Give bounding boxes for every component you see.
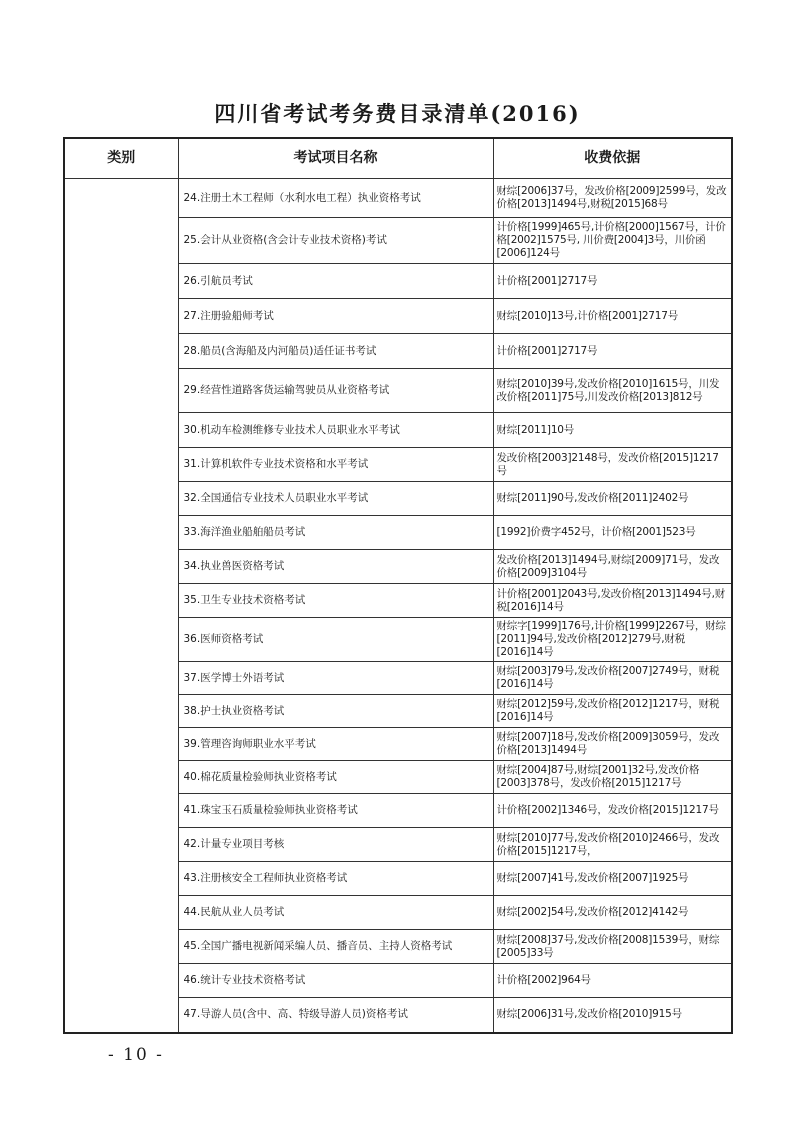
exam-name-cell: 28.船员(含海船及内河船员)适任证书考试 xyxy=(178,334,493,369)
fee-basis-cell: 计价格[2002]964号 xyxy=(493,964,732,998)
fee-basis-cell: 财综[2008]37号,发改价格[2008]1539号，财综[2005]33号 xyxy=(493,930,732,964)
fee-basis-cell: 计价格[1999]465号,计价格[2000]1567号，计价格[2002]1575号, 川价费[2004]3号，川价函[2006]124号 xyxy=(493,218,732,264)
exam-name-cell: 31.计算机软件专业技术资格和水平考试 xyxy=(178,448,493,482)
exam-name-cell: 36.医师资格考试 xyxy=(178,618,493,662)
column-header-category: 类别 xyxy=(64,138,178,179)
exam-name-cell: 29.经营性道路客货运输驾驶员从业资格考试 xyxy=(178,369,493,413)
exam-name-cell: 38.护士执业资格考试 xyxy=(178,695,493,728)
fee-basis-cell: 计价格[2002]1346号，发改价格[2015]1217号 xyxy=(493,794,732,828)
exam-name-cell: 46.统计专业技术资格考试 xyxy=(178,964,493,998)
fee-basis-cell: 计价格[2001]2717号 xyxy=(493,264,732,299)
exam-name-cell: 33.海洋渔业船舶船员考试 xyxy=(178,516,493,550)
exam-name-cell: 43.注册核安全工程师执业资格考试 xyxy=(178,862,493,896)
exam-name-cell: 35.卫生专业技术资格考试 xyxy=(178,584,493,618)
category-cell xyxy=(64,179,178,1033)
fee-basis-cell: 财综[2006]31号,发改价格[2010]915号 xyxy=(493,998,732,1033)
exam-name-cell: 26.引航员考试 xyxy=(178,264,493,299)
page-number: - 10 - xyxy=(108,1045,164,1065)
exam-name-cell: 39.管理咨询师职业水平考试 xyxy=(178,728,493,761)
exam-name-cell: 27.注册验船师考试 xyxy=(178,299,493,334)
fee-basis-cell: [1992]价费字452号，计价格[2001]523号 xyxy=(493,516,732,550)
fee-basis-cell: 财综[2002]54号,发改价格[2012]4142号 xyxy=(493,896,732,930)
fee-table xyxy=(63,137,733,1034)
page-title: 四川省考试考务费目录清单(2016) xyxy=(214,101,581,126)
fee-basis-cell: 财综[2004]87号,财综[2001]32号,发改价格[2003]378号，发改价格[2015]1217号 xyxy=(493,761,732,794)
fee-basis-cell: 发改价格[2003]2148号，发改价格[2015]1217号 xyxy=(493,448,732,482)
fee-basis-cell: 财综[2011]90号,发改价格[2011]2402号 xyxy=(493,482,732,516)
fee-basis-cell: 财综字[1999]176号,计价格[1999]2267号，财综[2011]94号,发改价格[2012]279号,财税[2016]14号 xyxy=(493,618,732,662)
fee-basis-cell: 财综[2006]37号，发改价格[2009]2599号，发改价格[2013]1494号,财税[2015]68号 xyxy=(493,179,732,218)
fee-basis-cell: 计价格[2001]2043号,发改价格[2013]1494号,财税[2016]14号 xyxy=(493,584,732,618)
fee-basis-cell: 财综[2003]79号,发改价格[2007]2749号，财税[2016]14号 xyxy=(493,662,732,695)
fee-basis-cell: 计价格[2001]2717号 xyxy=(493,334,732,369)
fee-basis-cell: 财综[2007]41号,发改价格[2007]1925号 xyxy=(493,862,732,896)
exam-name-cell: 47.导游人员(含中、高、特级导游人员)资格考试 xyxy=(178,998,493,1033)
exam-name-cell: 32.全国通信专业技术人员职业水平考试 xyxy=(178,482,493,516)
exam-name-cell: 42.计量专业项目考核 xyxy=(178,828,493,862)
fee-basis-cell: 财综[2010]13号,计价格[2001]2717号 xyxy=(493,299,732,334)
column-header-fee-basis: 收费依据 xyxy=(493,138,732,179)
column-header-exam-name: 考试项目名称 xyxy=(178,138,493,179)
table-header-row xyxy=(64,138,732,179)
exam-name-cell: 25.会计从业资格(含会计专业技术资格)考试 xyxy=(178,218,493,264)
exam-name-cell: 37.医学博士外语考试 xyxy=(178,662,493,695)
exam-name-cell: 40.棉花质量检验师执业资格考试 xyxy=(178,761,493,794)
exam-name-cell: 30.机动车检测维修专业技术人员职业水平考试 xyxy=(178,413,493,448)
fee-basis-cell: 财综[2011]10号 xyxy=(493,413,732,448)
fee-basis-cell: 财综[2007]18号,发改价格[2009]3059号，发改价格[2013]1494号 xyxy=(493,728,732,761)
exam-name-cell: 45.全国广播电视新闻采编人员、播音员、主持人资格考试 xyxy=(178,930,493,964)
fee-basis-cell: 财综[2010]77号,发改价格[2010]2466号，发改价格[2015]1217号， xyxy=(493,828,732,862)
fee-basis-cell: 财综[2012]59号,发改价格[2012]1217号，财税[2016]14号 xyxy=(493,695,732,728)
exam-name-cell: 24.注册土木工程师（水利水电工程）执业资格考试 xyxy=(178,179,493,218)
fee-basis-cell: 财综[2010]39号,发改价格[2010]1615号，川发改价格[2011]75号,川发改价格[2013]812号 xyxy=(493,369,732,413)
table-row xyxy=(64,179,732,218)
exam-name-cell: 34.执业兽医资格考试 xyxy=(178,550,493,584)
fee-basis-cell: 发改价格[2013]1494号,财综[2009]71号，发改价格[2009]3104号 xyxy=(493,550,732,584)
exam-name-cell: 44.民航从业人员考试 xyxy=(178,896,493,930)
exam-name-cell: 41.珠宝玉石质量检验师执业资格考试 xyxy=(178,794,493,828)
